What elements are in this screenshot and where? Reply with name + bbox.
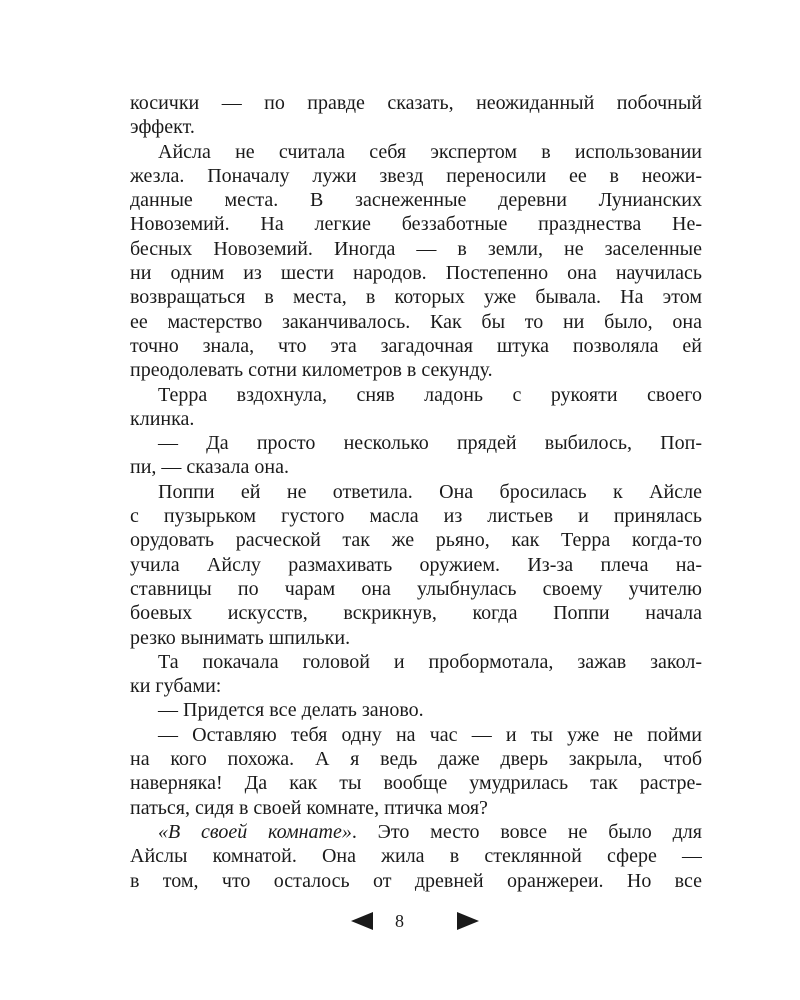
text-line: эффект. <box>130 116 195 139</box>
text-line: ставницы по чарам она улыбнулась своему учителю <box>130 577 702 600</box>
text-line: орудовать расческой так же рьяно, как Терра когда-то <box>130 529 702 552</box>
book-page-text <box>130 91 702 893</box>
text-line: Терра вздохнула, сняв ладонь с рукояти своего <box>158 383 702 406</box>
text-line: учила Айслу размахивать оружием. Из-за плеча на- <box>130 553 702 576</box>
text-line: косички — по правде сказать, неожиданный побочный <box>130 92 702 114</box>
text-line: резко вынимать шпильки. <box>130 626 351 649</box>
text-line: Та покачала головой и пробормотала, зажав закол- <box>158 650 702 673</box>
text-line: точно знала, что эта загадочная штука позволяла ей <box>130 334 702 357</box>
text-line: с пузырьком густого масла из листьев и принялась <box>130 505 702 528</box>
text-line: клинка. <box>130 407 195 430</box>
text-line: возвращаться в места, в которых уже бывала. На этом <box>130 286 702 309</box>
text-line: на кого похожа. А я ведь даже дверь закрыла, чтоб <box>130 748 702 771</box>
triangle-left-icon[interactable] <box>351 912 373 930</box>
text-line <box>130 820 702 844</box>
text-line: наверняка! Да как ты вообще умудрилась так растре- <box>130 772 702 795</box>
text-line: Поппи ей не ответила. Она бросилась к Айсле <box>158 480 702 503</box>
text-line: — Придется все делать заново. <box>158 699 424 722</box>
text-line: жезла. Поначалу лужи звезд переносили ее в неожи- <box>130 164 702 187</box>
text-line: ки губами: <box>130 675 222 698</box>
text-line: преодолевать сотни километров в секунду. <box>130 359 493 382</box>
text-line: ни одним из шести народов. Постепенно она научилась <box>130 262 702 285</box>
text-line: данные места. В заснеженные деревни Лунианских <box>130 189 702 212</box>
text-line: Новоземий. На легкие беззаботные празднества Не- <box>130 213 702 236</box>
text-line: паться, сидя в своей комнате, птичка моя? <box>130 796 488 819</box>
text-line: — Оставляю тебя одну на час — и ты уже не пойми <box>158 723 702 746</box>
text-line: в том, что осталось от древней оранжереи. Но все <box>130 869 702 892</box>
text-line: — Да просто несколько прядей выбилось, Поп- <box>158 432 702 455</box>
text-line: пи, — сказала она. <box>130 456 289 479</box>
text-line: боевых искусств, вскрикнув, когда Поппи начала <box>130 602 702 625</box>
text-line: Айсла не считала себя экспертом в использовании <box>158 140 702 163</box>
page-footer <box>0 908 800 938</box>
text-line: ее мастерство заканчивалось. Как бы то ни было, она <box>130 310 702 333</box>
text-line: Айслы комнатой. Она жила в стеклянной сфере — <box>130 845 702 868</box>
page-number: 8 <box>395 911 404 931</box>
text-line-rest: . Это место вовсе не было для <box>351 820 702 843</box>
text-line: бесных Новоземий. Иногда — в земли, не заселенные <box>130 237 702 260</box>
triangle-right-icon[interactable] <box>457 912 479 930</box>
italic-phrase: «В своей комнате» <box>158 820 352 843</box>
